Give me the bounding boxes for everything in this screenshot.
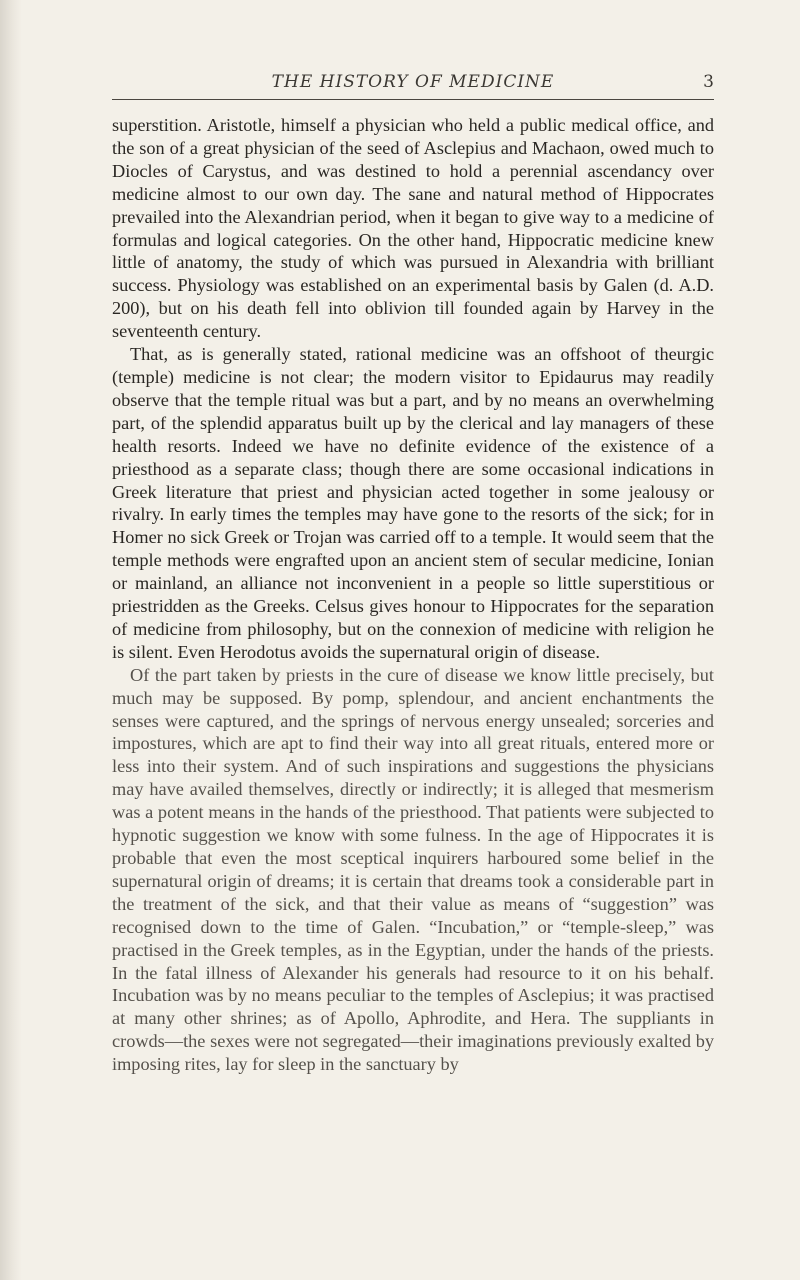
- paragraph-2: That, as is generally stated, rational medicine was an offshoot of theurgic (temple) medicine is not clear; the modern visitor to Epidaurus may readily observe that the temple ritual was but a part, and by no means an overwhelming part, of the splendid apparatus built up by the clerical and lay managers of these health resorts. Indeed we have no definite evidence of the existence of a priesthood as a separate class; though there are some occasional indications in Greek literature that priest and physician acted together in some jealousy or rivalry. In early times the temples may have gone to the resorts of the sick; for in Homer no sick Greek or Trojan was carried off to a temple. It would seem that the temple methods were engrafted upon an ancient stem of secular medicine, Ionian or mainland, an alliance not inconvenient in a people so little superstitious or priestridden as the Greeks. Celsus gives honour to Hippocrates for the separation of medicine from philosophy, but on the connexion of medicine with religion he is silent. Even Herodotus avoids the supernatural origin of disease.: [112, 344, 714, 662]
- running-title: THE HISTORY OF MEDICINE: [271, 72, 555, 92]
- page-binding-edge: [0, 0, 22, 1280]
- body-text: [112, 114, 714, 1076]
- page-header: [112, 72, 714, 94]
- page-number: 3: [703, 72, 714, 92]
- paragraph-1: superstition. Aristotle, himself a physician who held a public medical office, and the son of a great physician of the seed of Asclepius and Machaon, owed much to Diocles of Carystus, and was destined to hold a perennial ascendancy over medicine almost to our own day. The sane and natural method of Hippocrates prevailed into the Alexandrian period, when it began to give way to a medicine of formulas and logical categories. On the other hand, Hippocratic medicine knew little of anatomy, the study of which was pursued in Alexandria with brilliant success. Physiology was established on an experimental basis by Galen (d. A.D. 200), but on his death fell into oblivion till founded again by Harvey in the seventeenth century.: [112, 115, 714, 342]
- header-rule: [112, 99, 714, 100]
- paragraph-3: Of the part taken by priests in the cure of disease we know little precisely, but much may be supposed. By pomp, splendour, and ancient enchantments the senses were captured, and the springs of nervous energy unsealed; sorceries and impostures, which are apt to find their way into all great rituals, entered more or less into their system. And of such inspirations and suggestions the physicians may have availed themselves, directly or indirectly; it is alleged that mesmerism was a potent means in the hands of the priesthood. That patients were subjected to hypnotic suggestion we know with some fulness. In the age of Hippocrates it is probable that even the most sceptical inquirers harboured some belief in the supernatural origin of dreams; it is certain that dreams took a considerable part in the treatment of the sick, and that their value as means of “suggestion” was recognised down to the time of Galen. “Incubation,” or “temple-sleep,” was practised in the Greek temples, as in the Egyptian, under the hands of the priests. In the fatal illness of Alexander his generals had resource to it on his behalf. Incubation was by no means peculiar to the temples of Asclepius; it was practised at many other shrines; as of Apollo, Aphrodite, and Hera. The suppliants in crowds—the sexes were not segregated—their imaginations previously exalted by imposing rites, lay for sleep in the sanctuary by: [112, 664, 714, 1075]
